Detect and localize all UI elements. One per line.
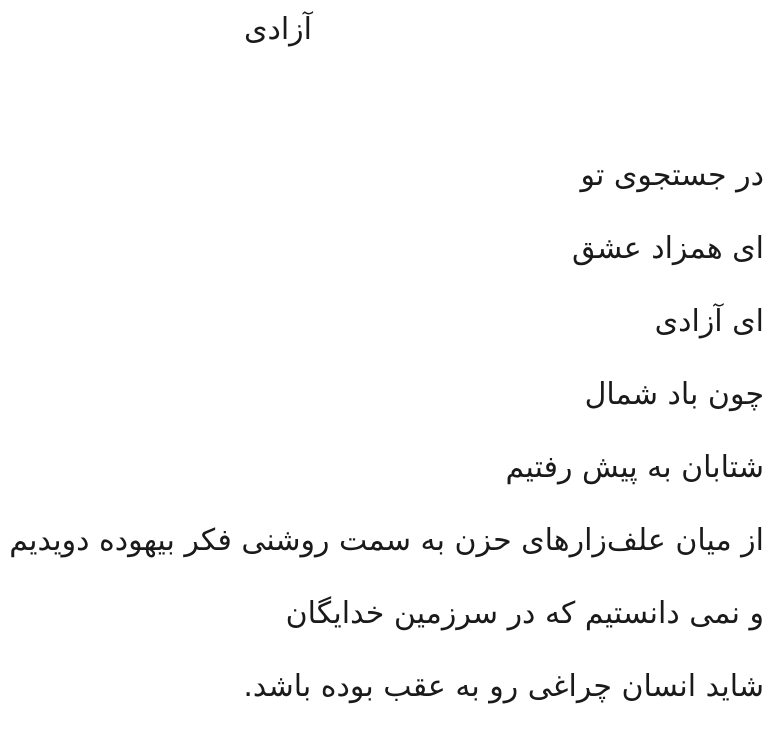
poem-line: در جستجوی تو: [580, 158, 764, 193]
blank-line: [0, 66, 768, 139]
poem-line: و نمی دانستیم که در سرزمین خدایگان: [285, 596, 764, 631]
poem-line: ای آزادی: [654, 304, 764, 339]
poem-line: چون باد شمال: [584, 377, 764, 412]
poem-line: ای همزاد عشق: [572, 231, 764, 266]
poem-line: شتابان به پیش رفتیم: [505, 450, 764, 485]
poem-line: از میان علف‌زارهای حزن به سمت روشنی فکر بیهوده دویدیم: [9, 523, 764, 558]
poem-line: شاید انسان چراغی رو به عقب بوده باشد.: [243, 669, 764, 704]
poem-title: آزادی: [244, 12, 312, 47]
